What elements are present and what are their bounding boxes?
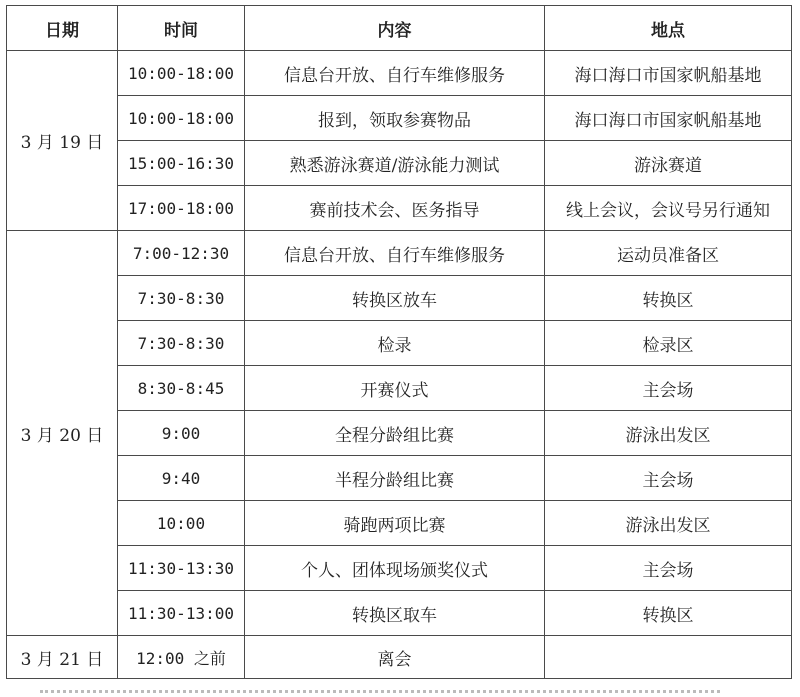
time-cell: 11:30-13:00: [118, 591, 245, 636]
content-cell: 信息台开放、自行车维修服务: [245, 231, 545, 276]
table-row: [7, 231, 792, 276]
time-cell: 11:30-13:30: [118, 546, 245, 591]
content-cell: 报到，领取参赛物品: [245, 96, 545, 141]
date-cell: 3 月 21 日: [7, 636, 118, 679]
location-cell: 游泳赛道: [545, 141, 792, 186]
time-cell: 10:00-18:00: [118, 96, 245, 141]
time-cell: 7:00-12:30: [118, 231, 245, 276]
table-row: [7, 366, 792, 411]
location-cell: 主会场: [545, 456, 792, 501]
time-cell: 12:00 之前: [118, 636, 245, 679]
location-cell: 检录区: [545, 321, 792, 366]
content-cell: 个人、团体现场颁奖仪式: [245, 546, 545, 591]
location-cell: 主会场: [545, 546, 792, 591]
table-row: [7, 411, 792, 456]
time-cell: 10:00: [118, 501, 245, 546]
time-cell: 8:30-8:45: [118, 366, 245, 411]
table-row: [7, 141, 792, 186]
header-content: 内容: [245, 6, 545, 51]
time-cell: 7:30-8:30: [118, 276, 245, 321]
time-cell: 7:30-8:30: [118, 321, 245, 366]
location-cell: 主会场: [545, 366, 792, 411]
location-cell: [545, 636, 792, 679]
table-row: [7, 456, 792, 501]
content-cell: 离会: [245, 636, 545, 679]
schedule-table: [6, 5, 792, 679]
table-row: [7, 186, 792, 231]
content-cell: 半程分龄组比赛: [245, 456, 545, 501]
location-cell: 海口海口市国家帆船基地: [545, 51, 792, 96]
time-cell: 9:40: [118, 456, 245, 501]
location-cell: 海口海口市国家帆船基地: [545, 96, 792, 141]
table-row: [7, 321, 792, 366]
table-row: [7, 546, 792, 591]
content-cell: 转换区取车: [245, 591, 545, 636]
schedule-table-container: [6, 5, 792, 679]
location-cell: 转换区: [545, 591, 792, 636]
table-row: [7, 591, 792, 636]
content-cell: 检录: [245, 321, 545, 366]
content-cell: 赛前技术会、医务指导: [245, 186, 545, 231]
content-cell: 开赛仪式: [245, 366, 545, 411]
date-cell: 3 月 20 日: [7, 231, 118, 636]
time-cell: 15:00-16:30: [118, 141, 245, 186]
table-row: [7, 501, 792, 546]
location-cell: 游泳出发区: [545, 411, 792, 456]
table-row: [7, 636, 792, 679]
content-cell: 熟悉游泳赛道/游泳能力测试: [245, 141, 545, 186]
header-time: 时间: [118, 6, 245, 51]
header-row: [7, 6, 792, 51]
content-cell: 信息台开放、自行车维修服务: [245, 51, 545, 96]
time-cell: 17:00-18:00: [118, 186, 245, 231]
time-cell: 9:00: [118, 411, 245, 456]
time-cell: 10:00-18:00: [118, 51, 245, 96]
location-cell: 游泳出发区: [545, 501, 792, 546]
location-cell: 线上会议，会议号另行通知: [545, 186, 792, 231]
header-location: 地点: [545, 6, 792, 51]
table-row: [7, 276, 792, 321]
location-cell: 运动员准备区: [545, 231, 792, 276]
table-row: [7, 51, 792, 96]
content-cell: 骑跑两项比赛: [245, 501, 545, 546]
content-cell: 全程分龄组比赛: [245, 411, 545, 456]
header-date: 日期: [7, 6, 118, 51]
date-cell: 3 月 19 日: [7, 51, 118, 231]
location-cell: 转换区: [545, 276, 792, 321]
table-row: [7, 96, 792, 141]
content-cell: 转换区放车: [245, 276, 545, 321]
